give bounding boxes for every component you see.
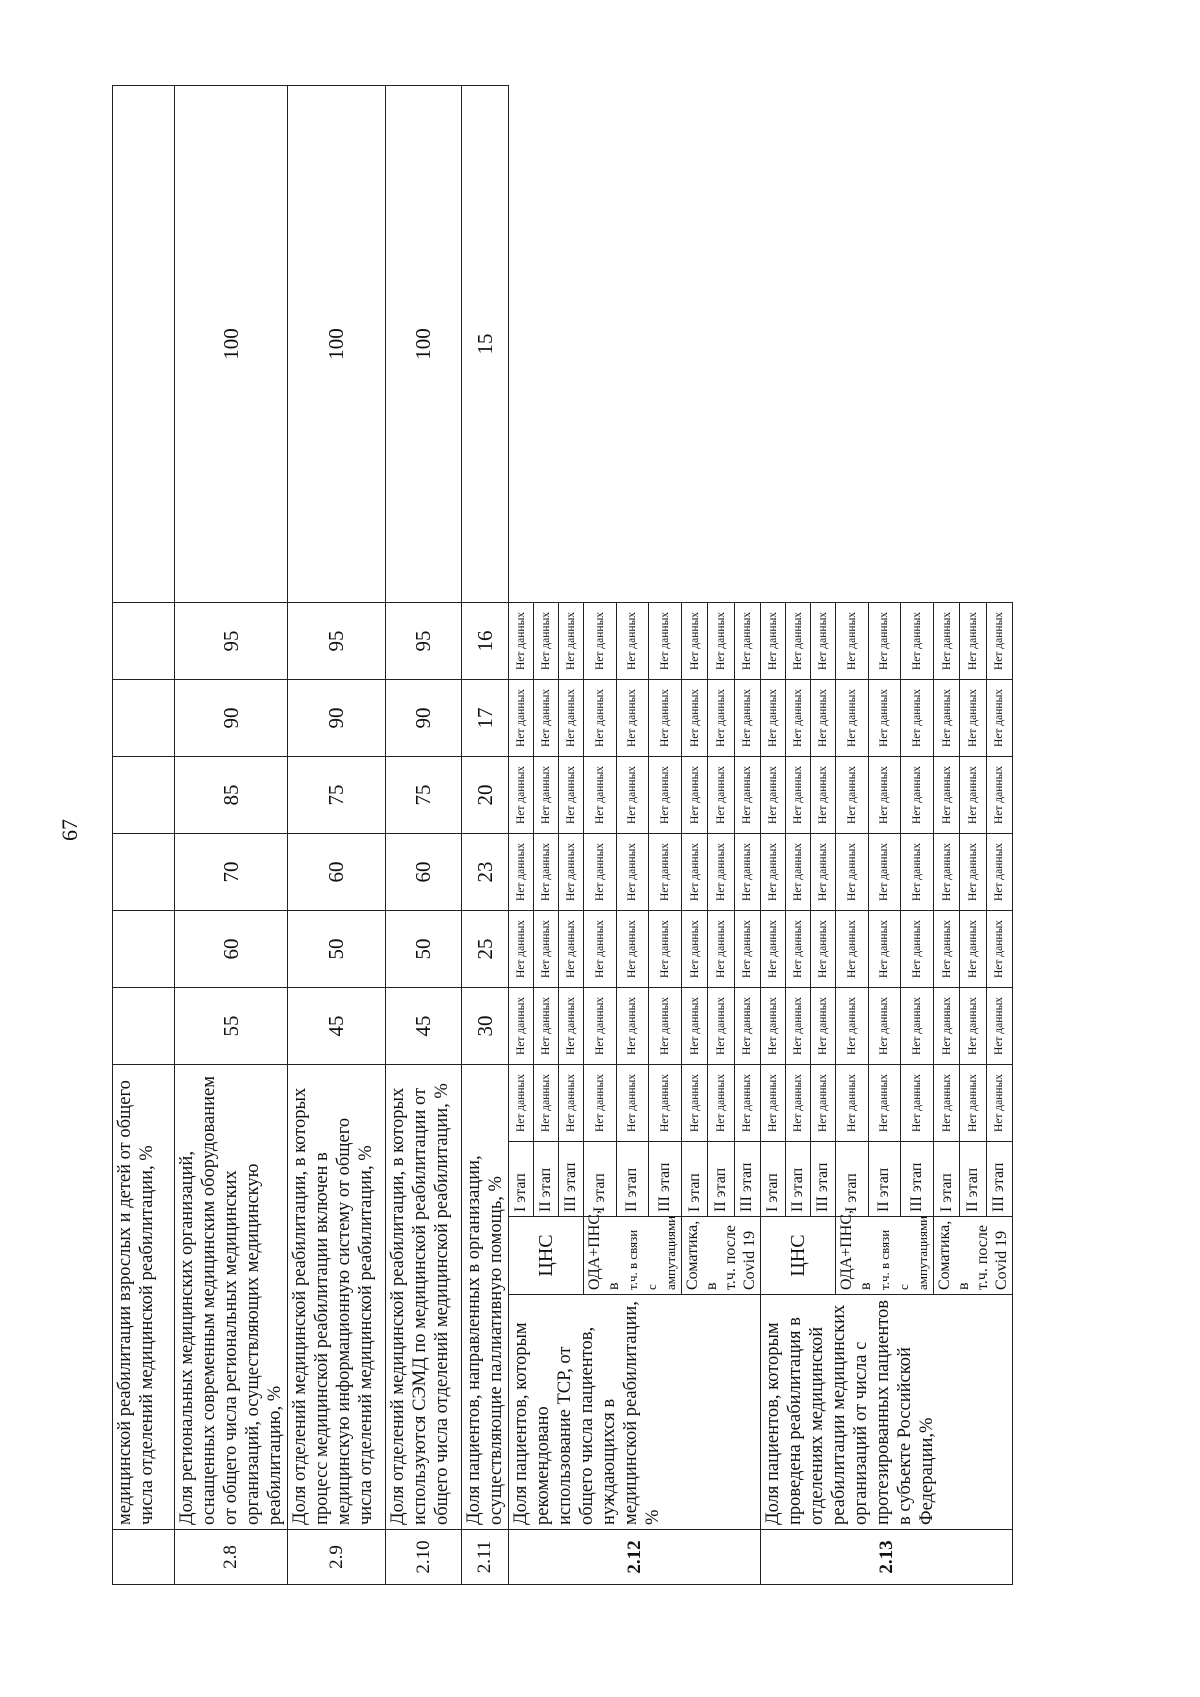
no-data-cell: Нет данных [960,679,986,756]
no-data-cell: Нет данных [734,1064,760,1141]
no-data-cell: Нет данных [901,833,934,910]
no-data-cell: Нет данных [934,756,960,833]
value-cell: 95 [288,602,386,679]
value-cell: 90 [175,679,288,756]
value-cell: 90 [386,679,462,756]
stage-label: III этап [559,1142,584,1217]
no-data-cell: Нет данных [960,602,986,679]
table-row [288,86,386,1585]
no-data-cell: Нет данных [534,910,559,987]
no-data-cell: Нет данных [934,833,960,910]
group-label-line: т.ч. после [974,1225,991,1290]
no-data-cell: Нет данных [708,602,734,679]
no-data-cell: Нет данных [901,910,934,987]
no-data-cell: Нет данных [616,910,649,987]
no-data-cell: Нет данных [616,679,649,756]
table-row [509,86,534,1585]
stage-label: II этап [708,1142,734,1217]
stage-label: I этап [761,1142,786,1217]
no-data-cell: Нет данных [734,679,760,756]
no-data-cell: Нет данных [509,910,534,987]
stage-label: II этап [786,1142,811,1217]
no-data-cell: Нет данных [960,756,986,833]
no-data-cell: Нет данных [584,987,617,1064]
no-data-cell: Нет данных [868,679,901,756]
no-data-cell: Нет данных [960,1064,986,1141]
no-data-cell: Нет данных [682,602,708,679]
group-label-line: т.ч. в связи с [877,1229,911,1290]
no-data-cell: Нет данных [708,1064,734,1141]
table-row [113,86,175,1585]
value-cell: 30 [462,987,509,1064]
row-number: 2.13 [761,1530,1013,1585]
no-data-cell: Нет данных [811,602,836,679]
no-data-cell: Нет данных [761,756,786,833]
group-label-line: ампутациями [663,1215,678,1290]
no-data-cell: Нет данных [559,756,584,833]
no-data-cell: Нет данных [811,679,836,756]
value-cell: 17 [462,679,509,756]
no-data-cell: Нет данных [786,1064,811,1141]
indicators-table [112,85,1013,1585]
no-data-cell: Нет данных [734,833,760,910]
no-data-cell: Нет данных [836,756,869,833]
stage-label: III этап [811,1142,836,1217]
group-oda [584,1209,682,1295]
table-row [175,86,288,1585]
stage-label: I этап [584,1142,617,1217]
no-data-cell: Нет данных [584,602,617,679]
no-data-cell: Нет данных [708,679,734,756]
table-row [386,86,462,1585]
no-data-cell: Нет данных [868,987,901,1064]
value-cell: 60 [386,833,462,910]
no-data-cell: Нет данных [584,756,617,833]
value-cell: 85 [175,756,288,833]
stage-label: II этап [960,1142,986,1217]
row-description: Доля пациентов, направленных в организации, осуществляющие паллиативную помощь, % [462,1064,509,1529]
stage-label: II этап [534,1142,559,1217]
no-data-cell: Нет данных [786,833,811,910]
value-cell: 60 [175,910,288,987]
value-cell: 60 [288,833,386,910]
no-data-cell: Нет данных [708,756,734,833]
value-cell: 20 [462,756,509,833]
value-cell [113,86,175,603]
no-data-cell: Нет данных [708,910,734,987]
no-data-cell: Нет данных [786,679,811,756]
row-number: 2.8 [175,1530,288,1585]
no-data-cell: Нет данных [734,756,760,833]
no-data-cell: Нет данных [616,987,649,1064]
no-data-cell: Нет данных [616,1064,649,1141]
no-data-cell: Нет данных [509,1064,534,1141]
no-data-cell: Нет данных [734,910,760,987]
stage-label: III этап [986,1142,1012,1217]
no-data-cell: Нет данных [761,602,786,679]
no-data-cell: Нет данных [868,833,901,910]
group-label-line: ОДА+ПНС, в [838,1209,874,1290]
stage-label: I этап [836,1142,869,1217]
no-data-cell: Нет данных [509,679,534,756]
no-data-cell: Нет данных [868,602,901,679]
no-data-cell: Нет данных [934,602,960,679]
no-data-cell: Нет данных [559,679,584,756]
no-data-cell: Нет данных [986,987,1012,1064]
no-data-cell: Нет данных [786,756,811,833]
no-data-cell: Нет данных [901,602,934,679]
no-data-cell: Нет данных [616,756,649,833]
value-cell: 55 [175,987,288,1064]
no-data-cell: Нет данных [986,1064,1012,1141]
value-cell: 95 [175,602,288,679]
no-data-cell: Нет данных [682,679,708,756]
no-data-cell: Нет данных [836,602,869,679]
value-cell [113,833,175,910]
value-cell: 23 [462,833,509,910]
no-data-cell: Нет данных [509,833,534,910]
no-data-cell: Нет данных [649,756,682,833]
value-cell: 70 [175,833,288,910]
no-data-cell: Нет данных [559,602,584,679]
no-data-cell: Нет данных [509,987,534,1064]
no-data-cell: Нет данных [534,756,559,833]
value-cell: 45 [386,987,462,1064]
no-data-cell: Нет данных [761,833,786,910]
value-cell [113,602,175,679]
no-data-cell: Нет данных [584,833,617,910]
no-data-cell: Нет данных [509,602,534,679]
no-data-cell: Нет данных [649,679,682,756]
no-data-cell: Нет данных [986,756,1012,833]
no-data-cell: Нет данных [584,910,617,987]
row-number: 2.10 [386,1530,462,1585]
no-data-cell: Нет данных [960,910,986,987]
no-data-cell: Нет данных [559,1064,584,1141]
no-data-cell: Нет данных [836,910,869,987]
no-data-cell: Нет данных [682,1064,708,1141]
group-oda [836,1209,934,1295]
no-data-cell: Нет данных [649,1064,682,1141]
value-cell: 25 [462,910,509,987]
stage-label: II этап [868,1142,901,1217]
row-description: Доля отделений медицинской реабилитации, в которых процесс медицинской реабилитации включен в медицинскую информационную систему от общего числа отделений медицинской реабилитации, % [288,1064,386,1529]
no-data-cell: Нет данных [811,910,836,987]
row-description: медицинской реабилитации взрослых и детей от общего числа отделений медицинской реабилитации, % [113,1064,175,1529]
no-data-cell: Нет данных [649,833,682,910]
no-data-cell: Нет данных [509,756,534,833]
no-data-cell: Нет данных [649,602,682,679]
no-data-cell: Нет данных [868,756,901,833]
no-data-cell: Нет данных [786,910,811,987]
no-data-cell: Нет данных [868,910,901,987]
no-data-cell: Нет данных [868,1064,901,1141]
no-data-cell: Нет данных [761,910,786,987]
no-data-cell: Нет данных [901,679,934,756]
no-data-cell: Нет данных [836,833,869,910]
no-data-cell: Нет данных [836,987,869,1064]
row-description: Доля пациентов, которым рекомендовано использование ТСР, от общего числа пациентов, нуждающихся в медицинской реабилитации, % [509,1295,761,1530]
rotated-table-frame [112,85,1200,1574]
no-data-cell: Нет данных [584,1064,617,1141]
group-somatic [682,1217,761,1295]
no-data-cell: Нет данных [584,679,617,756]
stage-label: I этап [509,1142,534,1217]
group-label-line: Covid 19 [993,1230,1010,1290]
table-row [462,86,509,1585]
no-data-cell: Нет данных [960,987,986,1064]
no-data-cell: Нет данных [534,987,559,1064]
group-cns: ЦНС [761,1217,836,1295]
no-data-cell: Нет данных [559,987,584,1064]
value-cell: 75 [288,756,386,833]
value-cell [113,679,175,756]
row-description: Доля отделений медицинской реабилитации, в которых используются СЭМД по медицинской реабилитации от общего числа отделений медицинской реабилитации, % [386,1064,462,1529]
value-cell: 90 [288,679,386,756]
no-data-cell: Нет данных [534,1064,559,1141]
row-number: 2.12 [509,1530,761,1585]
stage-label: III этап [649,1142,682,1217]
no-data-cell: Нет данных [811,1064,836,1141]
no-data-cell: Нет данных [934,1064,960,1141]
no-data-cell: Нет данных [616,602,649,679]
group-label-line: Covid 19 [741,1230,758,1290]
no-data-cell: Нет данных [682,910,708,987]
no-data-cell: Нет данных [534,602,559,679]
group-somatic [934,1217,1013,1295]
no-data-cell: Нет данных [761,1064,786,1141]
no-data-cell: Нет данных [649,987,682,1064]
no-data-cell: Нет данных [682,756,708,833]
no-data-cell: Нет данных [811,833,836,910]
row-description: Доля региональных медицинских организаций, оснащенных современным медицинским оборудованием от общего числа региональных медицинских организаций, осуществляющих медицинскую реабилитацию, % [175,1064,288,1529]
no-data-cell: Нет данных [934,679,960,756]
value-cell: 15 [462,86,509,603]
no-data-cell: Нет данных [734,602,760,679]
group-label-line: т.ч. после [722,1225,739,1290]
group-label-line: Соматика, в [684,1220,720,1290]
no-data-cell: Нет данных [708,987,734,1064]
value-cell: 95 [386,602,462,679]
group-label-line: Соматика, в [936,1220,972,1290]
value-cell [113,910,175,987]
group-cns: ЦНС [509,1217,584,1295]
no-data-cell: Нет данных [559,833,584,910]
group-label-line: т.ч. в связи с [625,1229,659,1290]
value-cell [113,756,175,833]
stage-label: III этап [901,1142,934,1217]
row-number [113,1530,175,1585]
no-data-cell: Нет данных [786,602,811,679]
no-data-cell: Нет данных [616,833,649,910]
no-data-cell: Нет данных [986,910,1012,987]
value-cell: 100 [288,86,386,603]
group-label-line: ОДА+ПНС, в [586,1209,622,1290]
row-number: 2.11 [462,1530,509,1585]
no-data-cell: Нет данных [682,833,708,910]
row-number: 2.9 [288,1530,386,1585]
no-data-cell: Нет данных [986,679,1012,756]
value-cell: 100 [175,86,288,603]
no-data-cell: Нет данных [761,987,786,1064]
no-data-cell: Нет данных [761,679,786,756]
no-data-cell: Нет данных [986,602,1012,679]
no-data-cell: Нет данных [901,1064,934,1141]
page-number: 67 [57,819,82,841]
value-cell: 75 [386,756,462,833]
no-data-cell: Нет данных [934,987,960,1064]
no-data-cell: Нет данных [534,833,559,910]
value-cell: 50 [386,910,462,987]
no-data-cell: Нет данных [836,1064,869,1141]
no-data-cell: Нет данных [708,833,734,910]
no-data-cell: Нет данных [986,833,1012,910]
value-cell: 100 [386,86,462,603]
no-data-cell: Нет данных [649,910,682,987]
no-data-cell: Нет данных [836,679,869,756]
group-label-line: ампутациями [915,1215,930,1290]
row-description: Доля пациентов, которым проведена реабилитация в отделениях медицинской реабилитации медицинских организаций от числа с протезированных пациентов в субъекте Российской Федерации,% [761,1295,1013,1530]
no-data-cell: Нет данных [734,987,760,1064]
no-data-cell: Нет данных [811,756,836,833]
no-data-cell: Нет данных [811,987,836,1064]
no-data-cell: Нет данных [786,987,811,1064]
no-data-cell: Нет данных [682,987,708,1064]
value-cell: 45 [288,987,386,1064]
no-data-cell: Нет данных [901,987,934,1064]
stage-label: II этап [616,1142,649,1217]
value-cell: 50 [288,910,386,987]
value-cell: 16 [462,602,509,679]
no-data-cell: Нет данных [901,756,934,833]
no-data-cell: Нет данных [534,679,559,756]
stage-label: I этап [682,1142,708,1217]
stage-label: I этап [934,1142,960,1217]
table-row [761,86,786,1585]
no-data-cell: Нет данных [934,910,960,987]
no-data-cell: Нет данных [960,833,986,910]
value-cell [113,987,175,1064]
stage-label: III этап [734,1142,760,1217]
no-data-cell: Нет данных [559,910,584,987]
